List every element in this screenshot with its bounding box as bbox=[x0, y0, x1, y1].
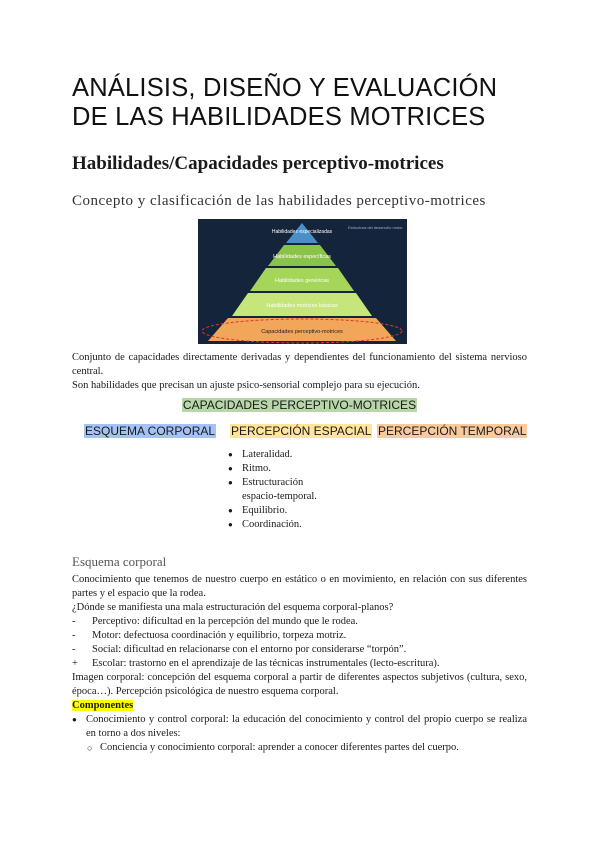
pyramid-svg bbox=[198, 219, 407, 344]
imagen-corporal: Imagen corporal: concepción del esquema corporal a partir de diferentes aspectos subjetivos (cultura, sexo, época…). Percepción psicológica de nuestro esquema corporal. bbox=[72, 672, 527, 697]
list-marker: - bbox=[72, 644, 76, 655]
esquema-body bbox=[72, 573, 527, 755]
title-line-2: DE LAS HABILIDADES MOTRICES bbox=[72, 103, 486, 131]
category-espacial-label: PERCEPCIÓN ESPACIAL bbox=[231, 424, 372, 438]
list-item: ● Estructuración espacio-temporal. bbox=[228, 476, 338, 504]
list-item bbox=[72, 615, 527, 629]
circle-bullet-icon: ○ bbox=[87, 743, 93, 753]
category-temporal-label: PERCEPCIÓN TEMPORAL bbox=[378, 424, 527, 438]
pyramid-label-5: Capacidades perceptivo-motrices bbox=[261, 329, 343, 335]
pyramid-label-1: Habilidades especializadas bbox=[271, 229, 333, 235]
esquema-definition: Conocimiento que tenemos de nuestro cuerpo en estático o en movimiento, en relación con sus diferentes partes y el espacio que la rodea. bbox=[72, 574, 527, 599]
capacidades-heading bbox=[72, 398, 527, 412]
document-title bbox=[72, 74, 532, 132]
esquema-question: ¿Dónde se manifiesta una mala estructuración del esquema corporal-planos? bbox=[72, 602, 394, 613]
list-item bbox=[72, 657, 527, 671]
intro-paragraph-2: Son habilidades que precisan un ajuste psico-sensorial complejo para su ejecución. bbox=[72, 380, 420, 391]
category-espacial bbox=[230, 424, 372, 438]
category-esquema-label: ESQUEMA CORPORAL bbox=[85, 424, 216, 438]
list-text: Motor: defectuosa coordinación y equilibrio, torpeza motriz. bbox=[92, 630, 347, 641]
componentes-label: Componentes bbox=[72, 700, 134, 711]
list-item: ● Lateralidad. bbox=[228, 448, 338, 462]
capacities-list bbox=[228, 448, 338, 532]
list-item: ● Ritmo. bbox=[228, 462, 338, 476]
intro-paragraph: Conjunto de capacidades directamente derivadas y dependientes del funcionamiento del sistema nervioso central. bbox=[72, 352, 527, 377]
list-item: ● Equilibrio. bbox=[228, 504, 338, 518]
pyramid-label-4: Habilidades motrices básicas bbox=[266, 303, 338, 309]
pyramid-figure bbox=[198, 219, 407, 344]
pyramid-caption: Estructura del desarrollo motor bbox=[348, 225, 403, 230]
list-text: Conciencia y conocimiento corporal: aprender a conocer diferentes partes del cuerpo. bbox=[100, 742, 459, 753]
list-marker: - bbox=[72, 630, 76, 641]
section-heading: Habilidades/Capacidades perceptivo-motrices bbox=[72, 153, 444, 174]
list-item bbox=[72, 713, 527, 741]
list-text: Social: dificultad en relacionarse con el entorno por considerarse “torpón”. bbox=[92, 644, 407, 655]
list-marker: - bbox=[72, 616, 76, 627]
list-text: Escolar: trastorno en el aprendizaje de las técnicas instrumentales (lecto-escritura). bbox=[92, 658, 440, 669]
list-text: Conocimiento y control corporal: la educación del conocimiento y control del propio cuerpo se realiza en torno a dos niveles: bbox=[86, 714, 527, 739]
list-item: ● Coordinación. bbox=[228, 518, 338, 532]
category-temporal bbox=[377, 424, 527, 438]
pyramid-label-3: Habilidades genéricas bbox=[274, 278, 330, 284]
capacidades-heading-text: CAPACIDADES PERCEPTIVO-MOTRICES bbox=[182, 398, 417, 412]
list-marker: + bbox=[72, 658, 78, 669]
list-text: Perceptivo: dificultad en la percepción del mundo que le rodea. bbox=[92, 616, 358, 627]
title-line-1: ANÁLISIS, DISEÑO Y EVALUACIÓN bbox=[72, 74, 498, 102]
bullet-icon: ● bbox=[72, 715, 77, 724]
list-item bbox=[72, 643, 527, 657]
list-item bbox=[72, 629, 527, 643]
list-item bbox=[72, 741, 527, 755]
esquema-heading: Esquema corporal bbox=[72, 554, 167, 569]
componentes-heading bbox=[72, 699, 527, 713]
subheading: Concepto y clasificación de las habilidades perceptivo-motrices bbox=[72, 193, 486, 209]
pyramid-label-2: Habilidades específicas bbox=[273, 254, 331, 260]
category-esquema bbox=[84, 424, 216, 438]
